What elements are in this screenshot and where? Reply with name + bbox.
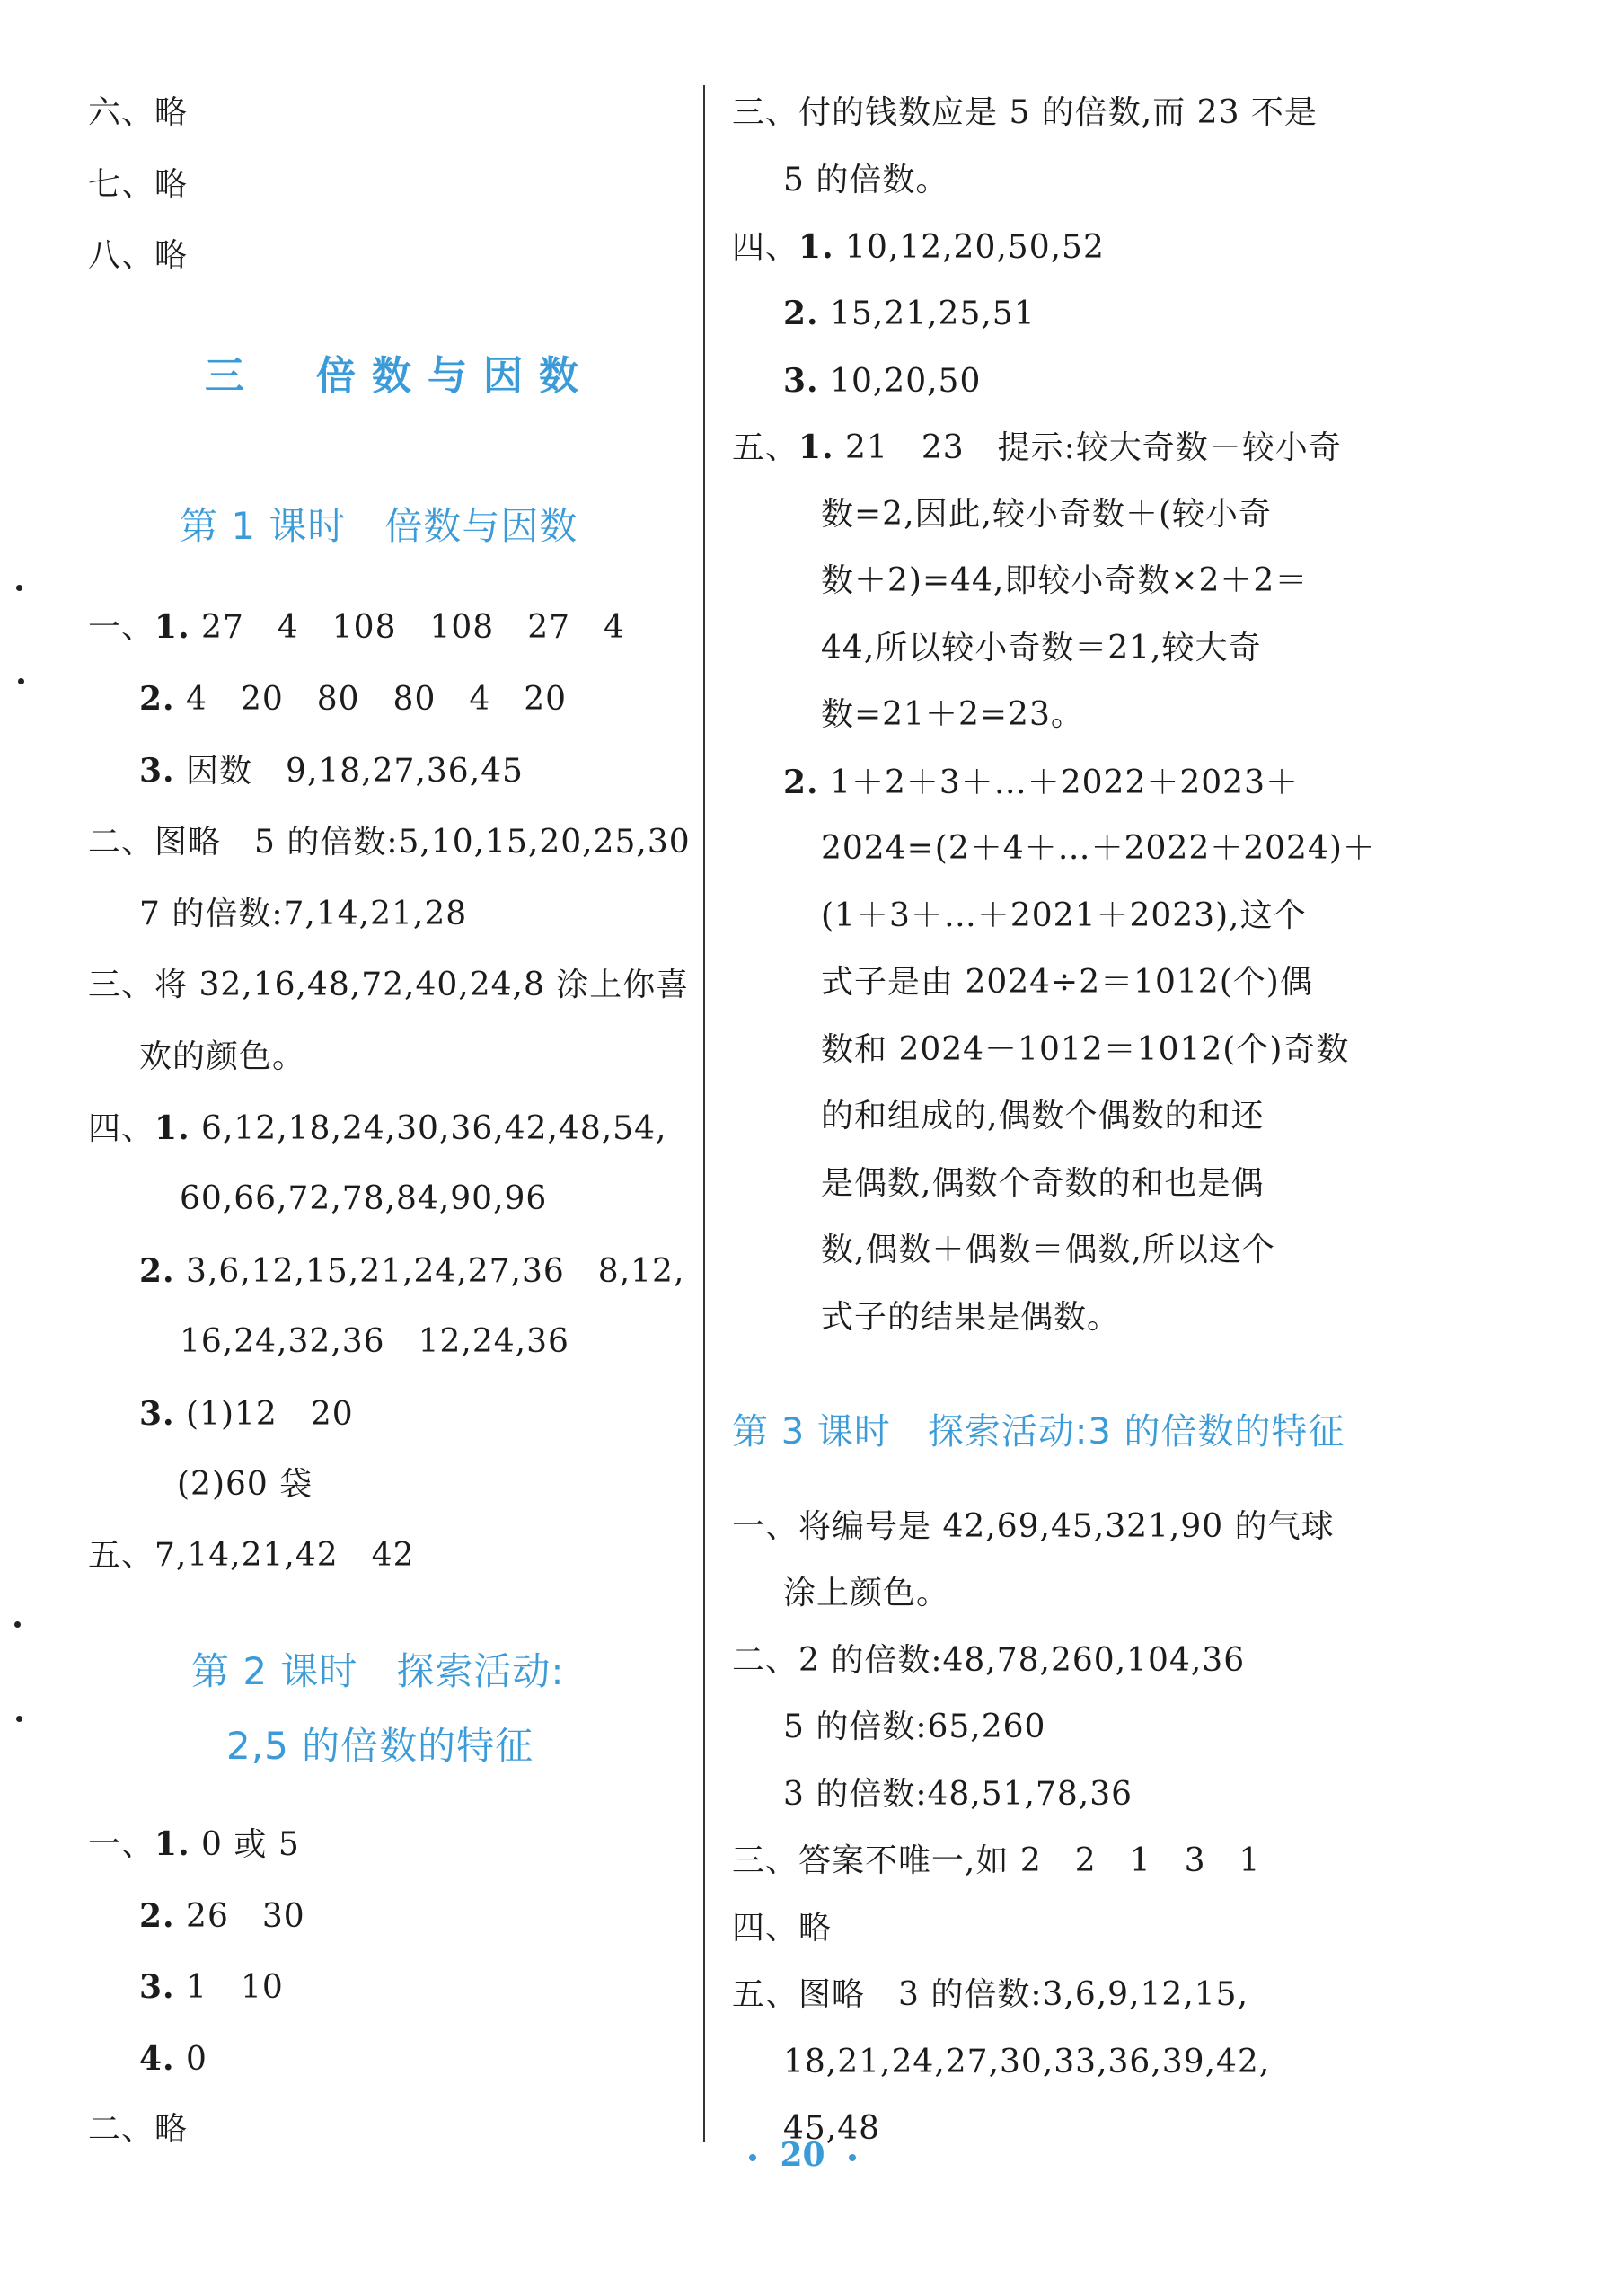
scan-speck (16, 1716, 22, 1722)
item-number: 1. (798, 428, 834, 466)
answer-line: 四、略 (732, 1910, 833, 1947)
lesson-title: 2,5 的倍数的特征 (226, 1724, 534, 1768)
answer-line (783, 360, 981, 402)
answer-line: 式子是由 2024÷2＝1012(个)偶 (821, 964, 1313, 1001)
answer-line: 五、图略 3 的倍数:3,6,9,12,15, (732, 1976, 1249, 2013)
item-number: 1. (154, 608, 190, 646)
item-number: 3. (139, 752, 175, 790)
answer-text: 26 30 (174, 1898, 305, 1935)
lesson-title: 第 1 课时 倍数与因数 (180, 504, 578, 548)
answer-line: 欢的颜色。 (139, 1038, 306, 1075)
answer-line: 数=2,因此,较小奇数＋(较小奇 (821, 496, 1273, 533)
answer-line (139, 678, 567, 720)
answer-line (732, 226, 1105, 269)
answer-line: 六、略 (88, 94, 189, 131)
answer-line (139, 1393, 354, 1435)
answer-line: 数,偶数＋偶数＝偶数,所以这个 (821, 1232, 1275, 1268)
answer-line: 数＋2)=44,即较小奇数×2＋2＝ (821, 562, 1309, 599)
answer-line (783, 293, 1036, 335)
answer-text: 27 4 108 108 27 4 (190, 609, 625, 646)
answer-line (88, 1824, 300, 1866)
item-number: 1. (798, 228, 834, 266)
answer-line (139, 1250, 684, 1293)
answer-line: 式子的结果是偶数。 (821, 1299, 1121, 1336)
answer-line: 八、略 (88, 237, 189, 274)
scan-speck (16, 585, 22, 591)
answer-line: 5 的倍数:65,260 (783, 1709, 1046, 1745)
lesson-title: 第 3 课时 探索活动:3 的倍数的特征 (732, 1411, 1345, 1453)
item-number: 3. (783, 362, 819, 400)
answer-line (139, 1966, 284, 2009)
answer-text: 0 (174, 2041, 207, 2078)
item-number: 3. (139, 1968, 175, 2006)
item-number: 2. (139, 1252, 175, 1290)
answer-text: 0 或 5 (190, 1826, 300, 1863)
answer-line: 涂上颜色。 (783, 1575, 950, 1612)
section-label: 四、 (732, 229, 799, 266)
answer-line: 44,所以较小奇数＝21,较大奇 (821, 630, 1262, 667)
answer-line: 二、图略 5 的倍数:5,10,15,20,25,30 (88, 824, 691, 861)
answer-text: 21 23 提示:较大奇数－较小奇 (833, 429, 1342, 466)
answer-line: 二、2 的倍数:48,78,260,104,36 (732, 1642, 1246, 1679)
answer-line: 是偶数,偶数个奇数的和也是偶 (821, 1165, 1265, 1202)
answer-line: 7 的倍数:7,14,21,28 (139, 896, 468, 932)
answer-text: 1＋2＋3＋…＋2022＋2023＋ (818, 764, 1299, 801)
lesson-title: 第 2 课时 探索活动: (191, 1649, 565, 1693)
answer-line: 3 的倍数:48,51,78,36 (783, 1776, 1133, 1813)
answer-text: (1)12 20 (174, 1396, 354, 1433)
answer-line: 60,66,72,78,84,90,96 (180, 1180, 548, 1217)
bullet-dot-icon (749, 2154, 756, 2161)
item-number: 2. (783, 764, 819, 801)
answer-line: 45,48 (783, 2110, 881, 2147)
column-divider (703, 85, 705, 2142)
answer-line: 2024=(2＋4＋…＋2022＋2024)＋ (821, 830, 1376, 867)
answer-line: 七、略 (88, 166, 189, 203)
answer-line: 数=21＋2=23。 (821, 696, 1084, 733)
answer-line: 一、将编号是 42,69,45,321,90 的气球 (732, 1508, 1335, 1545)
answer-line: 三、将 32,16,48,72,40,24,8 涂上你喜 (88, 967, 690, 1003)
answer-text: 3,6,12,15,21,24,27,36 8,12, (174, 1253, 685, 1290)
bullet-dot-icon (849, 2154, 856, 2161)
answer-line: 三、答案不唯一,如 2 2 1 3 1 (732, 1842, 1261, 1879)
section-label: 四、 (88, 1110, 155, 1147)
chapter-title: 三 倍数与因数 (205, 353, 595, 399)
answer-line (139, 1895, 305, 1938)
section-label: 五、 (732, 429, 799, 466)
answer-text: 15,21,25,51 (818, 296, 1036, 332)
answer-line: 的和组成的,偶数个偶数的和还 (821, 1098, 1265, 1135)
answer-text: 6,12,18,24,30,36,42,48,54, (190, 1110, 667, 1147)
answer-text: 因数 9,18,27,36,45 (174, 753, 524, 790)
page-number (0, 2136, 1605, 2174)
page-number-text: 20 (780, 2136, 825, 2174)
answer-text: 10,20,50 (818, 363, 982, 400)
answer-line (139, 750, 524, 792)
section-label: 一、 (88, 1826, 155, 1863)
answer-line (88, 1108, 666, 1150)
scan-speck (14, 1621, 21, 1628)
answer-line: (1＋3＋…＋2021＋2023),这个 (821, 897, 1307, 934)
item-number: 1. (154, 1825, 190, 1863)
answer-text: 4 20 80 80 4 20 (174, 681, 568, 718)
answer-line (139, 2038, 207, 2080)
answer-line (88, 606, 625, 649)
answer-line (732, 427, 1342, 469)
answer-line: 数和 2024－1012＝1012(个)奇数 (821, 1031, 1350, 1068)
answer-line: 16,24,32,36 12,24,36 (180, 1323, 569, 1360)
item-number: 3. (139, 1395, 175, 1433)
section-label: 一、 (88, 609, 155, 646)
answer-line: (2)60 袋 (177, 1466, 313, 1503)
answer-line: 5 的倍数。 (783, 162, 949, 199)
answer-text: 10,12,20,50,52 (833, 229, 1105, 266)
item-number: 4. (139, 2040, 175, 2078)
answer-line: 五、7,14,21,42 42 (88, 1537, 415, 1574)
item-number: 2. (139, 680, 175, 718)
answer-line: 18,21,24,27,30,33,36,39,42, (783, 2044, 1271, 2080)
scan-speck (18, 678, 24, 684)
answer-line: 三、付的钱数应是 5 的倍数,而 23 不是 (732, 94, 1318, 131)
answer-text: 1 10 (174, 1969, 284, 2006)
item-number: 2. (783, 295, 819, 332)
answer-line: 二、略 (88, 2111, 189, 2148)
item-number: 1. (154, 1109, 190, 1147)
item-number: 2. (139, 1897, 175, 1935)
answer-line (783, 762, 1299, 804)
